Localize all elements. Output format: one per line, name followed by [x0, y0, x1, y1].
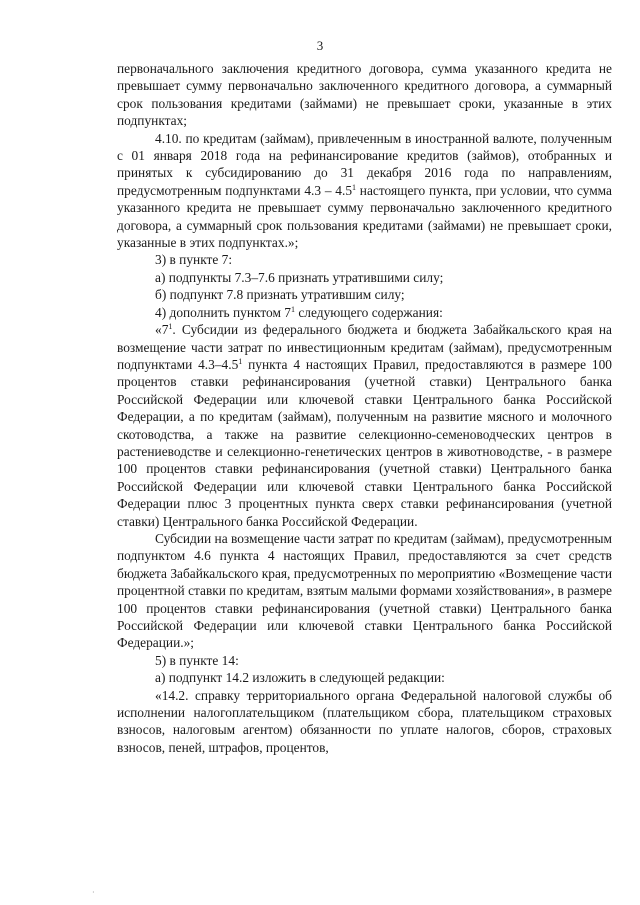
paragraph-7-1-text-b: . Субсидии из федерального бюджета и бюджета Забайкальского края на возмещение части затрат по инвестиционным кредитам (займам), предусмотренным подпунктами 4.3–4.5 [117, 322, 612, 372]
paragraph-4-10-text-a: 4.10. по кредитам (займам), привлеченным в иностранной валюте, полученным с 01 января 2018 года на рефинансирование кредитов (займов), отобранных и принятых к субсидированию до 31 декабря 2016 года по направлениям, предусмотренным подпунктами 4.3 – 4.5 [117, 130, 612, 198]
paragraph-subsidies-4-6: Субсидии на возмещение части затрат по кредитам (займам), предусмотренным подпунктом 4.6 пункта 4 настоящих Правил, предоставляются за счет средств бюджета Забайкальского края, предусмотренных по мероприятию «Возмещение части процентной ставки по кредитам, взятым малыми формами хозяйствования», в размере 100 процентов ставки рефинансирования (учетной ставки) Центрального банка Российской Федерации или ключевой ставки Центрального банка Российской Федерации.»; [117, 530, 612, 651]
paragraph-7-1-text-c: пункта 4 настоящих Правил, предоставляются в размере 100 процентов ставки рефинансирования (учетной ставки) Центрального банка Российской Федерации или ключевой ставки Центрального банка Российской Федерации, а по кредитам (займам), полученным на развитие мясного и молочного скотоводства, а также на развитие селекционно-семеноводческих центров в растениеводстве и селекционно-генетических центров в животноводстве, - в размере 100 процентов ставки рефинансирования (учетной ставки) Центрального банка Российской Федерации или ключевой ставки Центрального банка Российской Федерации плюс 3 процентных пункта сверх ставки рефинансирования (учетной ставки) Центрального банка Российской Федерации. [117, 356, 612, 529]
superscript: 1 [291, 304, 296, 314]
paragraph-item-4 [117, 304, 612, 321]
superscript: 1 [352, 182, 357, 192]
paragraph-continuation: первоначального заключения кредитного договора, сумма указанного кредита не превышает сумму первоначально заключенного кредитного договора, а суммарный срок пользования кредитами (займами) не превышает сроки, указанные в этих подпунктах; [117, 61, 612, 129]
paragraph-item-3b: б) подпункт 7.8 признать утратившим силу; [155, 287, 405, 303]
paragraph-14-2: «14.2. справку территориального органа Федеральной налоговой службы об исполнении налогоплательщиком (плательщиком сбора, плательщиком страховых взносов, налоговым агентом) обязанности по уплате налогов, сборов, страховых взносов, пеней, штрафов, процентов, [117, 687, 612, 755]
paragraph-item-5: 5) в пункте 14: [155, 652, 239, 668]
paragraph-7-1-text-a: «7 [155, 322, 169, 338]
paragraph-item-3: 3) в пункте 7: [155, 252, 233, 268]
paragraph-7-1 [117, 321, 612, 530]
paragraph-4-10-text-b: настоящего пункта, при условии, что сумма указанного кредита не превышает сумму первоначально заключенного кредитного договора, а суммарный срок пользования кредитами (займами) не превышает сроки, указанные в этих подпунктах.»; [117, 182, 612, 251]
paragraph-4-10 [117, 130, 612, 252]
scan-mark: · [92, 888, 95, 897]
paragraph-item-3a: а) подпункты 7.3–7.6 признать утратившими силу; [155, 269, 444, 285]
superscript: 1 [168, 322, 173, 332]
paragraph-item-4-text-b: следующего содержания: [295, 304, 443, 320]
paragraph-item-4-text-a: 4) дополнить пунктом 7 [155, 304, 292, 320]
paragraph-item-5a: а) подпункт 14.2 изложить в следующей редакции: [155, 670, 445, 686]
superscript: 1 [238, 356, 243, 366]
document-body [117, 60, 612, 756]
page-number: 3 [316, 38, 324, 53]
